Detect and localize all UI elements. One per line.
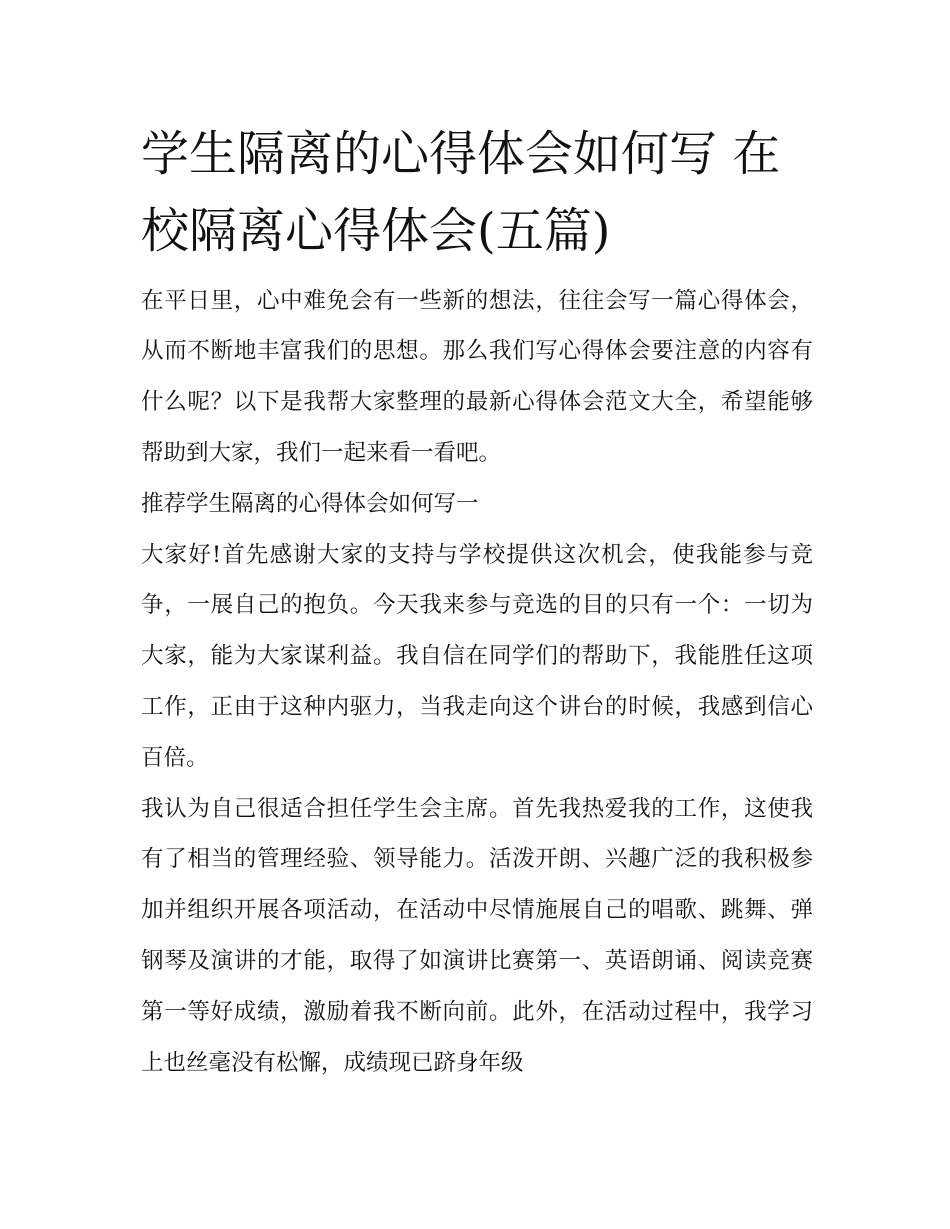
paragraph-intro: 在平日里，心中难免会有一些新的想法，往往会写一篇心得体会，从而不断地丰富我们的思想。那么我们写心得体会要注意的内容有什么呢？以下是我帮大家整理的最新心得体会范文大全，希望能够帮助到大家，我们一起来看一看吧。 (141, 287, 813, 466)
document-title: 学生隔离的心得体会如何写 在校隔离心得体会(五篇) (141, 126, 781, 259)
paragraph-greeting: 大家好!首先感谢大家的支持与学校提供这次机会，使我能参与竞争，一展自己的抱负。今天我来参与竞选的目的只有一个：一切为大家，能为大家谋利益。我自信在同学们的帮助下，我能胜任这项工作，正由于这种内驱力，当我走向这个讲台的时候，我感到信心百倍。 (141, 541, 813, 771)
document-content (141, 116, 813, 1088)
paragraph-qualifications: 我认为自己很适合担任学生会主席。首先我热爱我的工作，这使我有了相当的管理经验、领导能力。活泼开朗、兴趣广泛的我积极参加并组织开展各项活动，在活动中尽情施展自己的唱歌、跳舞、弹钢琴及演讲的才能，取得了如演讲比赛第一、英语朗诵、阅读竞赛第一等好成绩，激励着我不断向前。此外，在活动过程中，我学习上也丝毫没有松懈，成绩现已跻身年级 (141, 795, 813, 1076)
paragraph-section-heading: 推荐学生隔离的心得体会如何写一 (141, 490, 479, 517)
